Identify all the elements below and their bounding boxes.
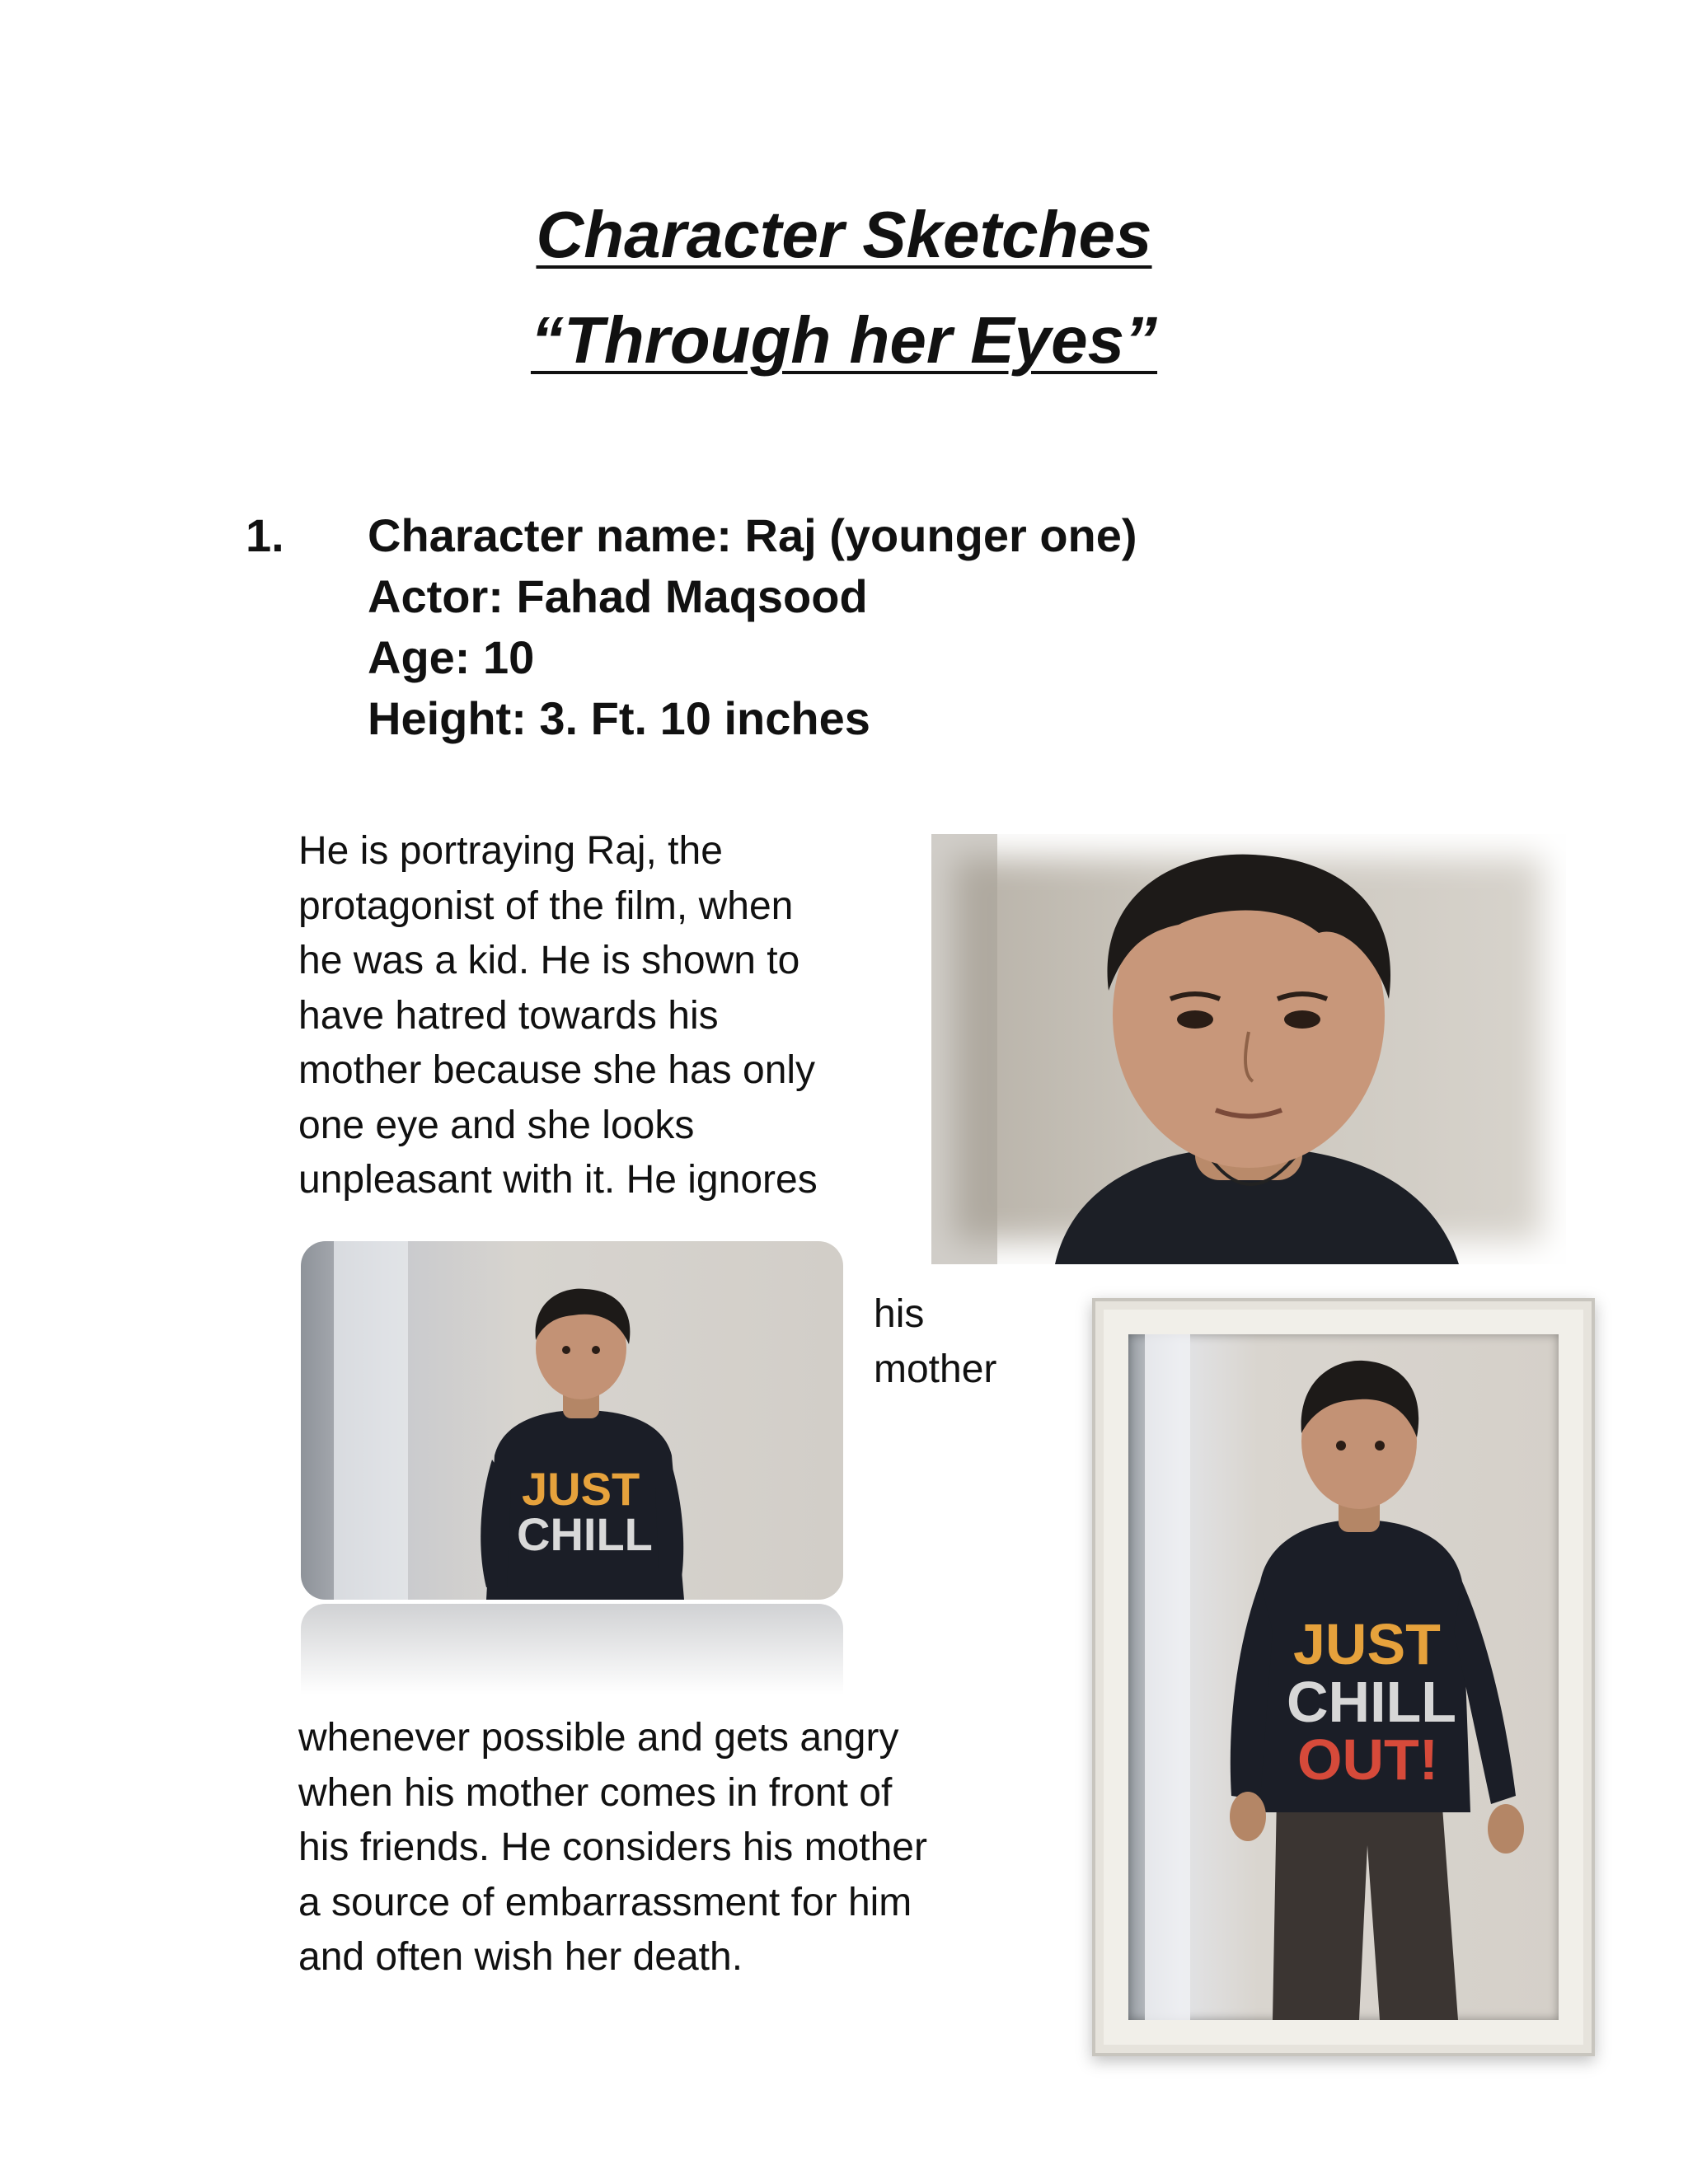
paragraph-line: He is portraying Raj, the [298, 829, 723, 873]
description-paragraph-3 [298, 1711, 927, 1985]
framed-photo [1092, 1298, 1595, 2056]
paragraph-line: his friends. He considers his mother [298, 1825, 927, 1869]
actor-line: Actor: Fahad Maqsood [368, 570, 868, 622]
paragraph-line: mother [874, 1347, 997, 1391]
paragraph-line: protagonist of the film, when [298, 883, 794, 928]
paragraph-line: mother because she has only [298, 1048, 816, 1092]
standing-photo-rounded [301, 1241, 843, 1694]
framed-photo-image [1128, 1334, 1559, 2020]
framed-illustration [1128, 1334, 1559, 2020]
paragraph-line: have hatred towards his [298, 993, 719, 1038]
portrait-illustration [931, 834, 1566, 1264]
height-line: Height: 3. Ft. 10 inches [368, 692, 870, 744]
portrait-photo [931, 834, 1566, 1264]
character-name-line: Character name: Raj (younger one) [368, 509, 1137, 561]
age-line: Age: 10 [368, 631, 535, 683]
paragraph-line: a source of embarrassment for him [298, 1880, 912, 1924]
page-subtitle: “Through her Eyes” [530, 303, 1158, 377]
shirt-text-1: JUST [522, 1463, 640, 1515]
framed-shirt-text-1: JUST [1293, 1612, 1441, 1676]
paragraph-line: and often wish her death. [298, 1935, 743, 1979]
standing-illustration [301, 1241, 843, 1600]
paragraph-line: one eye and she looks [298, 1103, 695, 1147]
list-number: 1. [246, 509, 284, 561]
framed-shirt-text-3: OUT! [1297, 1727, 1439, 1792]
description-paragraph-1 [298, 824, 818, 1208]
paragraph-line: unpleasant with it. He ignores [298, 1158, 818, 1202]
page-title: Character Sketches [536, 198, 1152, 271]
paragraph-line: he was a kid. He is shown to [298, 939, 800, 982]
shirt-text-2: CHILL [517, 1508, 653, 1560]
standing-photo [301, 1241, 843, 1600]
paragraph-line: when his mother comes in front of [298, 1770, 893, 1815]
paragraph-line: his [874, 1292, 925, 1336]
character-info [368, 509, 1137, 757]
photo-reflection [301, 1604, 843, 1694]
paragraph-line: whenever possible and gets angry [298, 1716, 899, 1760]
framed-shirt-text-2: CHILL [1287, 1670, 1457, 1734]
description-paragraph-2 [874, 1287, 996, 1397]
